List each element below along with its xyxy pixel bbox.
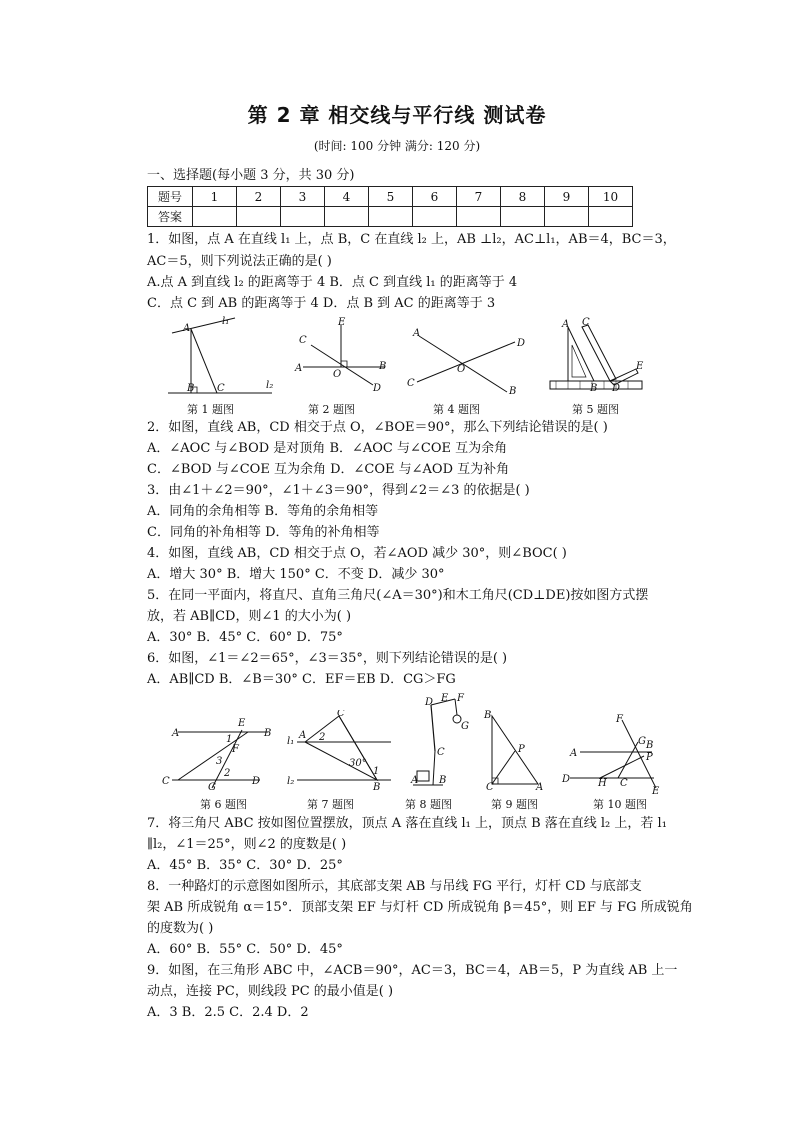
answer-cell[interactable] xyxy=(237,207,281,227)
section-heading: 一、选择题(每小题 3 分，共 30 分) xyxy=(147,168,355,183)
figure-caption: 第 8 题图 xyxy=(405,798,452,811)
table-header-cell: 题号 xyxy=(148,187,193,207)
table-cell: 6 xyxy=(413,187,457,207)
fig6-label: C xyxy=(162,776,170,787)
answer-cell[interactable] xyxy=(193,207,237,227)
fig6-label: G xyxy=(208,782,216,793)
option-line: A．∠AOC 与∠BOD 是对顶角 B．∠AOC 与∠COE 互为余角 xyxy=(147,441,508,456)
fig4-label: D xyxy=(517,338,526,349)
fig10-label: H xyxy=(598,778,607,789)
figure-q8 xyxy=(405,693,475,797)
table-row xyxy=(148,187,633,207)
table-row xyxy=(148,207,633,227)
fig6-label: 3 xyxy=(216,756,223,767)
option-line: A．AB∥CD B．∠B＝30° C．EF＝EB D．CG＞FG xyxy=(147,672,456,687)
figure-caption: 第 9 题图 xyxy=(491,798,538,811)
figure-q9 xyxy=(480,708,550,796)
fig4-label: A xyxy=(413,328,421,339)
option-line: C．点 C 到 AB 的距离等于 4 D．点 B 到 AC 的距离等于 3 xyxy=(147,296,496,311)
fig7-label: C xyxy=(337,710,345,719)
page-title: 第 2 章 相交线与平行线 测试卷 xyxy=(247,103,547,127)
fig7-label: 1 xyxy=(373,766,380,777)
question-line: 6．如图，∠1＝∠2＝65°，∠3＝35°，则下列结论错误的是( ) xyxy=(147,651,508,666)
answer-cell[interactable] xyxy=(545,207,589,227)
option-line: C．同角的补角相等 D．等角的补角相等 xyxy=(147,525,380,540)
figure-caption: 第 7 题图 xyxy=(307,798,354,811)
table-cell: 3 xyxy=(281,187,325,207)
fig2-label: C xyxy=(299,335,307,346)
fig6-label: 2 xyxy=(224,768,231,779)
fig5-label: B xyxy=(590,383,598,394)
table-cell: 1 xyxy=(193,187,237,207)
answer-cell[interactable] xyxy=(501,207,545,227)
question-line: 架 AB 所成锐角 α＝15°．顶部支架 EF 与灯杆 CD 所成锐角 β＝45°，则 EF 与 FG 所成锐角 xyxy=(147,900,693,915)
question-line: 1．如图，点 A 在直线 l₁ 上，点 B，C 在直线 l₂ 上，AB ⊥l₂，AC⊥l₁，AB＝4，BC＝3， xyxy=(147,232,676,247)
fig7-label: 2 xyxy=(319,732,326,743)
option-line: A．同角的余角相等 B．等角的余角相等 xyxy=(147,504,379,519)
option-line: C．∠BOD 与∠COE 互为余角 D．∠COE 与∠AOD 互为补角 xyxy=(147,462,510,477)
figure-caption: 第 1 题图 xyxy=(187,403,234,416)
fig6-label: A xyxy=(172,728,180,739)
table-cell: 10 xyxy=(589,187,633,207)
answer-table xyxy=(147,186,633,227)
question-line: 动点，连接 PC，则线段 PC 的最小值是( ) xyxy=(147,984,394,999)
figure-caption: 第 6 题图 xyxy=(200,798,247,811)
table-cell: 8 xyxy=(501,187,545,207)
question-line: 3．由∠1＋∠2＝90°，∠1＋∠3＝90°，得到∠2＝∠3 的依据是( ) xyxy=(147,483,530,498)
fig1-label: l₁ xyxy=(222,316,230,327)
option-line: A.点 A 到直线 l₂ 的距离等于 4 B．点 C 到直线 l₁ 的距离等于 4 xyxy=(147,275,518,290)
fig9-label: C xyxy=(486,782,494,792)
fig7-label: l₁ xyxy=(287,736,295,747)
table-cell: 2 xyxy=(237,187,281,207)
table-cell: 5 xyxy=(369,187,413,207)
fig8-label: D xyxy=(425,697,434,708)
answer-cell[interactable] xyxy=(413,207,457,227)
fig5-label: A xyxy=(562,319,570,330)
fig7-label: B xyxy=(373,782,381,793)
figure-caption: 第 5 题图 xyxy=(572,403,619,416)
option-line: A．45° B．35° C．30° D．25° xyxy=(147,858,343,873)
fig4-label: O xyxy=(457,364,466,375)
fig8-label: G xyxy=(461,721,469,732)
fig10-label: G xyxy=(638,736,646,747)
question-line: 放，若 AB∥CD，则∠1 的大小为( ) xyxy=(147,609,352,624)
page-subtitle: (时间: 100 分钟 满分: 120 分) xyxy=(313,139,481,153)
table-cell: 4 xyxy=(325,187,369,207)
fig10-label: P xyxy=(646,752,653,763)
figure-q4 xyxy=(405,320,535,404)
fig6-label: F xyxy=(232,744,239,755)
table-header-cell: 答案 xyxy=(148,207,193,227)
fig7-label: l₂ xyxy=(287,776,295,787)
fig2-label: B xyxy=(379,361,387,372)
fig6-label: D xyxy=(252,776,261,787)
figure-caption: 第 4 题图 xyxy=(433,403,480,416)
fig2-label: A xyxy=(295,363,303,374)
answer-cell[interactable] xyxy=(369,207,413,227)
option-line: A．3 B．2.5 C．2.4 D．2 xyxy=(147,1005,309,1020)
table-cell: 9 xyxy=(545,187,589,207)
question-line: 2．如图，直线 AB，CD 相交于点 O，∠BOE＝90°，那么下列结论错误的是( ) xyxy=(147,420,608,435)
figure-caption: 第 2 题图 xyxy=(308,403,355,416)
fig10-label: A xyxy=(570,748,578,759)
question-line: ∥l₂，∠1＝25°，则∠2 的度数是( ) xyxy=(147,837,347,852)
fig9-label: B xyxy=(484,710,492,721)
fig5-label: E xyxy=(636,361,644,372)
fig5-label: C xyxy=(582,317,590,328)
fig2-label: D xyxy=(373,383,382,394)
figure-q1 xyxy=(160,315,280,404)
fig4-label: C xyxy=(407,378,415,389)
fig9-label: A xyxy=(536,782,544,792)
figure-caption: 第 10 题图 xyxy=(593,798,647,811)
fig9-label: P xyxy=(518,744,525,755)
question-line: AC＝5，则下列说法正确的是( ) xyxy=(147,254,332,269)
fig1-label: B xyxy=(187,383,195,394)
figure-q10 xyxy=(560,712,665,800)
fig8-label: A xyxy=(411,775,419,786)
answer-cell[interactable] xyxy=(457,207,501,227)
option-line: A．60° B．55° C．50° D．45° xyxy=(147,942,343,957)
fig10-label: F xyxy=(616,714,623,725)
fig10-label: B xyxy=(646,740,654,751)
question-line: 的度数为( ) xyxy=(147,921,214,936)
fig6-label: E xyxy=(238,718,246,729)
fig8-label: E xyxy=(441,693,449,704)
fig1-label: l₂ xyxy=(266,380,274,391)
figure-q7 xyxy=(285,710,395,798)
fig10-label: E xyxy=(652,786,660,796)
fig6-label: B xyxy=(264,728,272,739)
fig5-label: D xyxy=(612,383,621,394)
fig4-label: B xyxy=(509,386,517,397)
option-line: A．30° B．45° C．60° D．75° xyxy=(147,630,343,645)
answer-cell[interactable] xyxy=(589,207,633,227)
option-line: A．增大 30° B．增大 150° C．不变 D．减少 30° xyxy=(147,567,445,582)
fig2-label: O xyxy=(333,369,342,380)
fig1-label: C xyxy=(217,383,225,394)
table-cell: 7 xyxy=(457,187,501,207)
fig2-label: E xyxy=(338,317,346,328)
fig7-label: 30° xyxy=(349,758,367,769)
figure-q6 xyxy=(160,712,275,798)
fig1-label: A xyxy=(183,323,191,334)
fig8-label: C xyxy=(437,747,445,758)
figure-q5 xyxy=(548,315,648,399)
fig6-label: 1 xyxy=(226,734,233,745)
question-line: 5．在同一平面内，将直尺、直角三角尺(∠A＝30°)和木工角尺(CD⊥DE)按如图方式摆 xyxy=(147,588,649,603)
fig7-label: A xyxy=(299,730,307,741)
figure-q2 xyxy=(293,315,393,404)
fig10-label: C xyxy=(620,778,628,789)
answer-cell[interactable] xyxy=(281,207,325,227)
question-line: 9．如图，在三角形 ABC 中，∠ACB＝90°，AC＝3，BC＝4，AB＝5，P 为直线 AB 上一 xyxy=(147,963,678,978)
question-line: 4．如图，直线 AB，CD 相交于点 O，若∠AOD 减少 30°，则∠BOC( ) xyxy=(147,546,567,561)
fig10-label: D xyxy=(562,774,571,785)
question-line: 7．将三角尺 ABC 按如图位置摆放，顶点 A 落在直线 l₁ 上，顶点 B 落在直线 l₂ 上，若 l₁ xyxy=(147,816,667,831)
question-line: 8．一种路灯的示意图如图所示，其底部支架 AB 与吊线 FG 平行，灯杆 CD 与底部支 xyxy=(147,879,642,894)
answer-cell[interactable] xyxy=(325,207,369,227)
fig8-label: F xyxy=(457,693,464,704)
fig8-label: B xyxy=(439,775,447,786)
